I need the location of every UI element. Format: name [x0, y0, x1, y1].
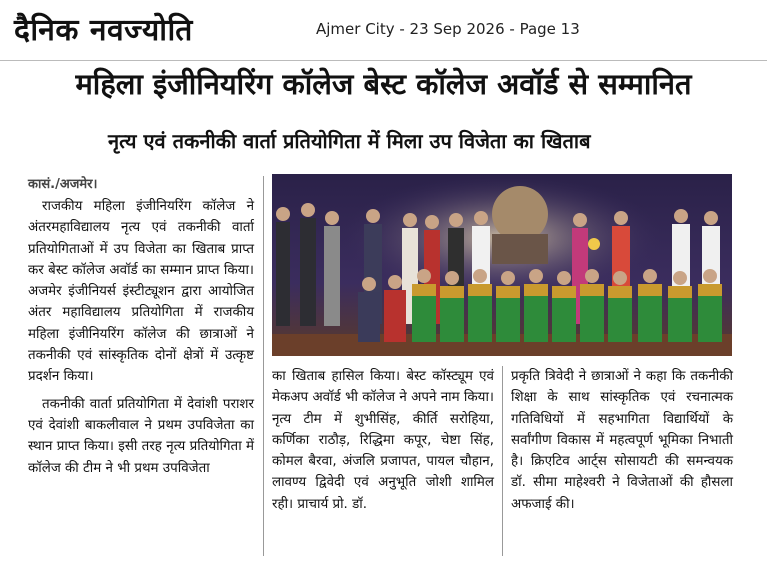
column-divider	[263, 176, 264, 556]
masthead	[14, 6, 193, 52]
byline: कासं./अजमेर।	[28, 177, 98, 192]
column-divider	[502, 366, 503, 556]
header-divider	[0, 60, 767, 61]
headline: महिला इंजीनियरिंग कॉलेज बेस्ट कॉलेज अवॉर्ड से सम्मानित	[75, 67, 692, 101]
newspaper-title: दैनिक नवज्योति	[14, 13, 193, 48]
group-photo	[272, 174, 732, 356]
paragraph: तकनीकी वार्ता प्रतियोगिता में देवांशी पराशर एवं देवांशी बाकलीवाल ने प्रथम उपविजेता का स्थान प्राप्त किया। इसी तरह नृत्य प्रतियोगिता में कॉलेज की टीम ने भी प्रथम उपविजेता	[28, 396, 254, 476]
paragraph: राजकीय महिला इंजीनियरिंग कॉलेज ने अंतरमहाविद्यालय नृत्य एवं तकनीकी वार्ता प्रतियोगिताओं में उप विजेता का खिताब प्राप्त कर बेस्ट कॉलेज अवॉर्ड का सम्मान प्राप्त किया। अजमेर इंजीनियर्स इंस्टीट्यूशन द्वारा आयोजित अंतर महाविद्यालय प्रतियोगिता में राजकीय महिला इंजीनियरिंग कॉलेज की छात्राओं ने तकनीकी एवं सांस्कृतिक दोनों क्षेत्रों में उत्कृष्ट प्रदर्शन किया।	[28, 199, 254, 385]
article-column-1	[28, 196, 254, 479]
group-photo-icon	[272, 174, 732, 356]
subheadline: नृत्य एवं तकनीकी वार्ता प्रतियोगिता में मिला उप विजेता का खिताब	[108, 129, 591, 153]
paragraph: का खिताब हासिल किया। बेस्ट कॉस्ट्यूम एवं मेकअप अवॉर्ड भी कॉलेज ने अपने नाम किया।नृत्य टीम में शुभीसिंह, कीर्ति सरोहिया, कर्णिका राठौड़, रिद्धिमा कपूर, चेष्टा सिंह, कोमल बैरवा, अंजलि प्रजापत, पायल चौहान, लावण्य द्विवेदी एवं अनुभूति जोशी शामिल रही। प्राचार्य प्रो. डॉ.	[272, 369, 494, 512]
article-column-3	[511, 366, 733, 515]
article-column-2	[272, 366, 494, 515]
edition-line: Ajmer City - 23 Sep 2026 - Page 13	[316, 20, 580, 38]
paragraph: प्रकृति त्रिवेदी ने छात्राओं ने कहा कि तकनीकी शिक्षा के साथ सांस्कृतिक एवं रचनात्मक गतिविधियों में सहभागिता विद्यार्थियों के सर्वांगीण विकास में महत्वपूर्ण भूमिका निभाती है। क्रिएटिव आर्ट्स सोसायटी की समन्वयक डॉ. सीमा माहेश्वरी ने विजेताओं की हौसला अफजाई की।	[511, 369, 733, 512]
